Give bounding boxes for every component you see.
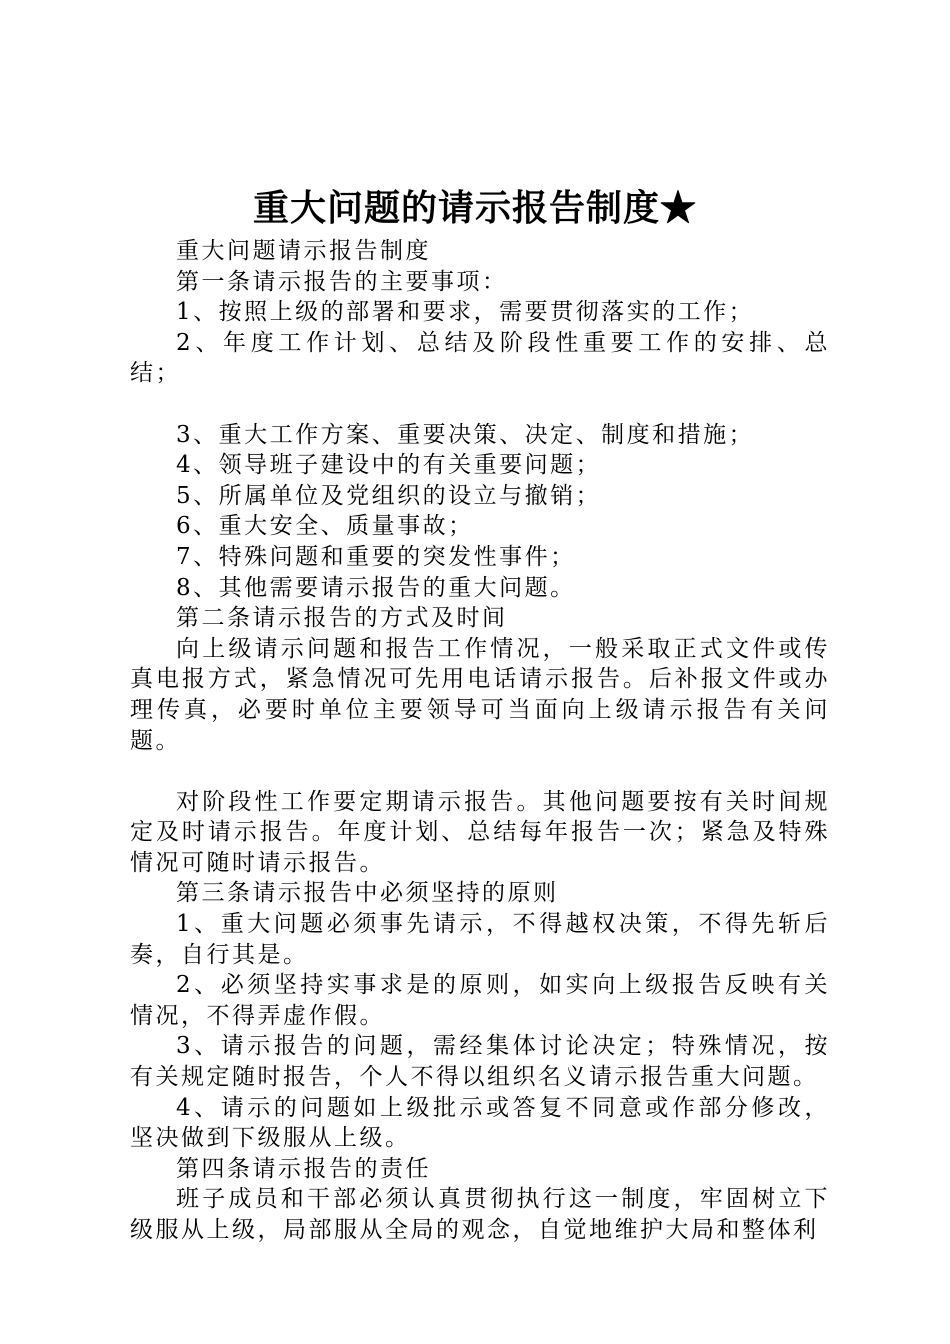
document-title: 重大问题的请示报告制度★ bbox=[252, 187, 697, 229]
list-item: 8、其他需要请示报告的重大问题。 bbox=[176, 574, 576, 601]
list-item: 1、重大问题必须事先请示，不得越权决策，不得先斩后奏，自行其是。 bbox=[130, 911, 830, 968]
list-item: 2、年度工作计划、总结及阶段性重要工作的安排、总结； bbox=[130, 329, 830, 387]
section-heading: 第二条请示报告的方式及时间 bbox=[176, 605, 508, 632]
paragraph: 重大问题请示报告制度 bbox=[176, 238, 431, 264]
paragraph: 班子成员和干部必须认真贯彻执行这一制度，牢固树立下级服从上级，局部服从全局的观念，自觉地维护大局和整体利 bbox=[130, 1186, 830, 1243]
list-item: 7、特殊问题和重要的突发性事件； bbox=[176, 543, 576, 570]
list-item: 3、请示报告的问题，需经集体讨论决定；特殊情况，按有关规定随时报告，个人不得以组织名义请示报告重大问题。 bbox=[130, 1033, 830, 1091]
section-heading: 第四条请示报告的责任 bbox=[176, 1155, 431, 1182]
list-item: 6、重大安全、质量事故； bbox=[176, 513, 474, 540]
list-item: 4、领导班子建设中的有关重要问题； bbox=[176, 452, 602, 479]
list-item: 1、按照上级的部署和要求，需要贯彻落实的工作； bbox=[176, 299, 755, 326]
list-item: 2、必须坚持实事求是的原则，如实向上级报告反映有关情况，不得弄虚作假。 bbox=[130, 972, 830, 1029]
list-item: 4、请示的问题如上级批示或答复不同意或作部分修改，坚决做到下级服从上级。 bbox=[130, 1094, 830, 1152]
list-item: 3、重大工作方案、重要决策、决定、制度和措施； bbox=[176, 421, 755, 448]
document-body bbox=[130, 236, 830, 1246]
section-heading: 第三条请示报告中必须坚持的原则 bbox=[176, 880, 559, 907]
section-heading: 第一条请示报告的主要事项： bbox=[176, 268, 508, 295]
paragraph: 向上级请示问题和报告工作情况，一般采取正式文件或传真电报方式，紧急情况可先用电话请示报告。后补报文件或办理传真，必要时单位主要领导可当面向上级请示报告有关问题。 bbox=[130, 635, 830, 754]
list-item: 5、所属单位及党组织的设立与撤销； bbox=[176, 482, 602, 509]
paragraph: 对阶段性工作要定期请示报告。其他问题要按有关时间规定及时请示报告。年度计划、总结每年报告一次；紧急及特殊情况可随时请示报告。 bbox=[130, 788, 830, 876]
